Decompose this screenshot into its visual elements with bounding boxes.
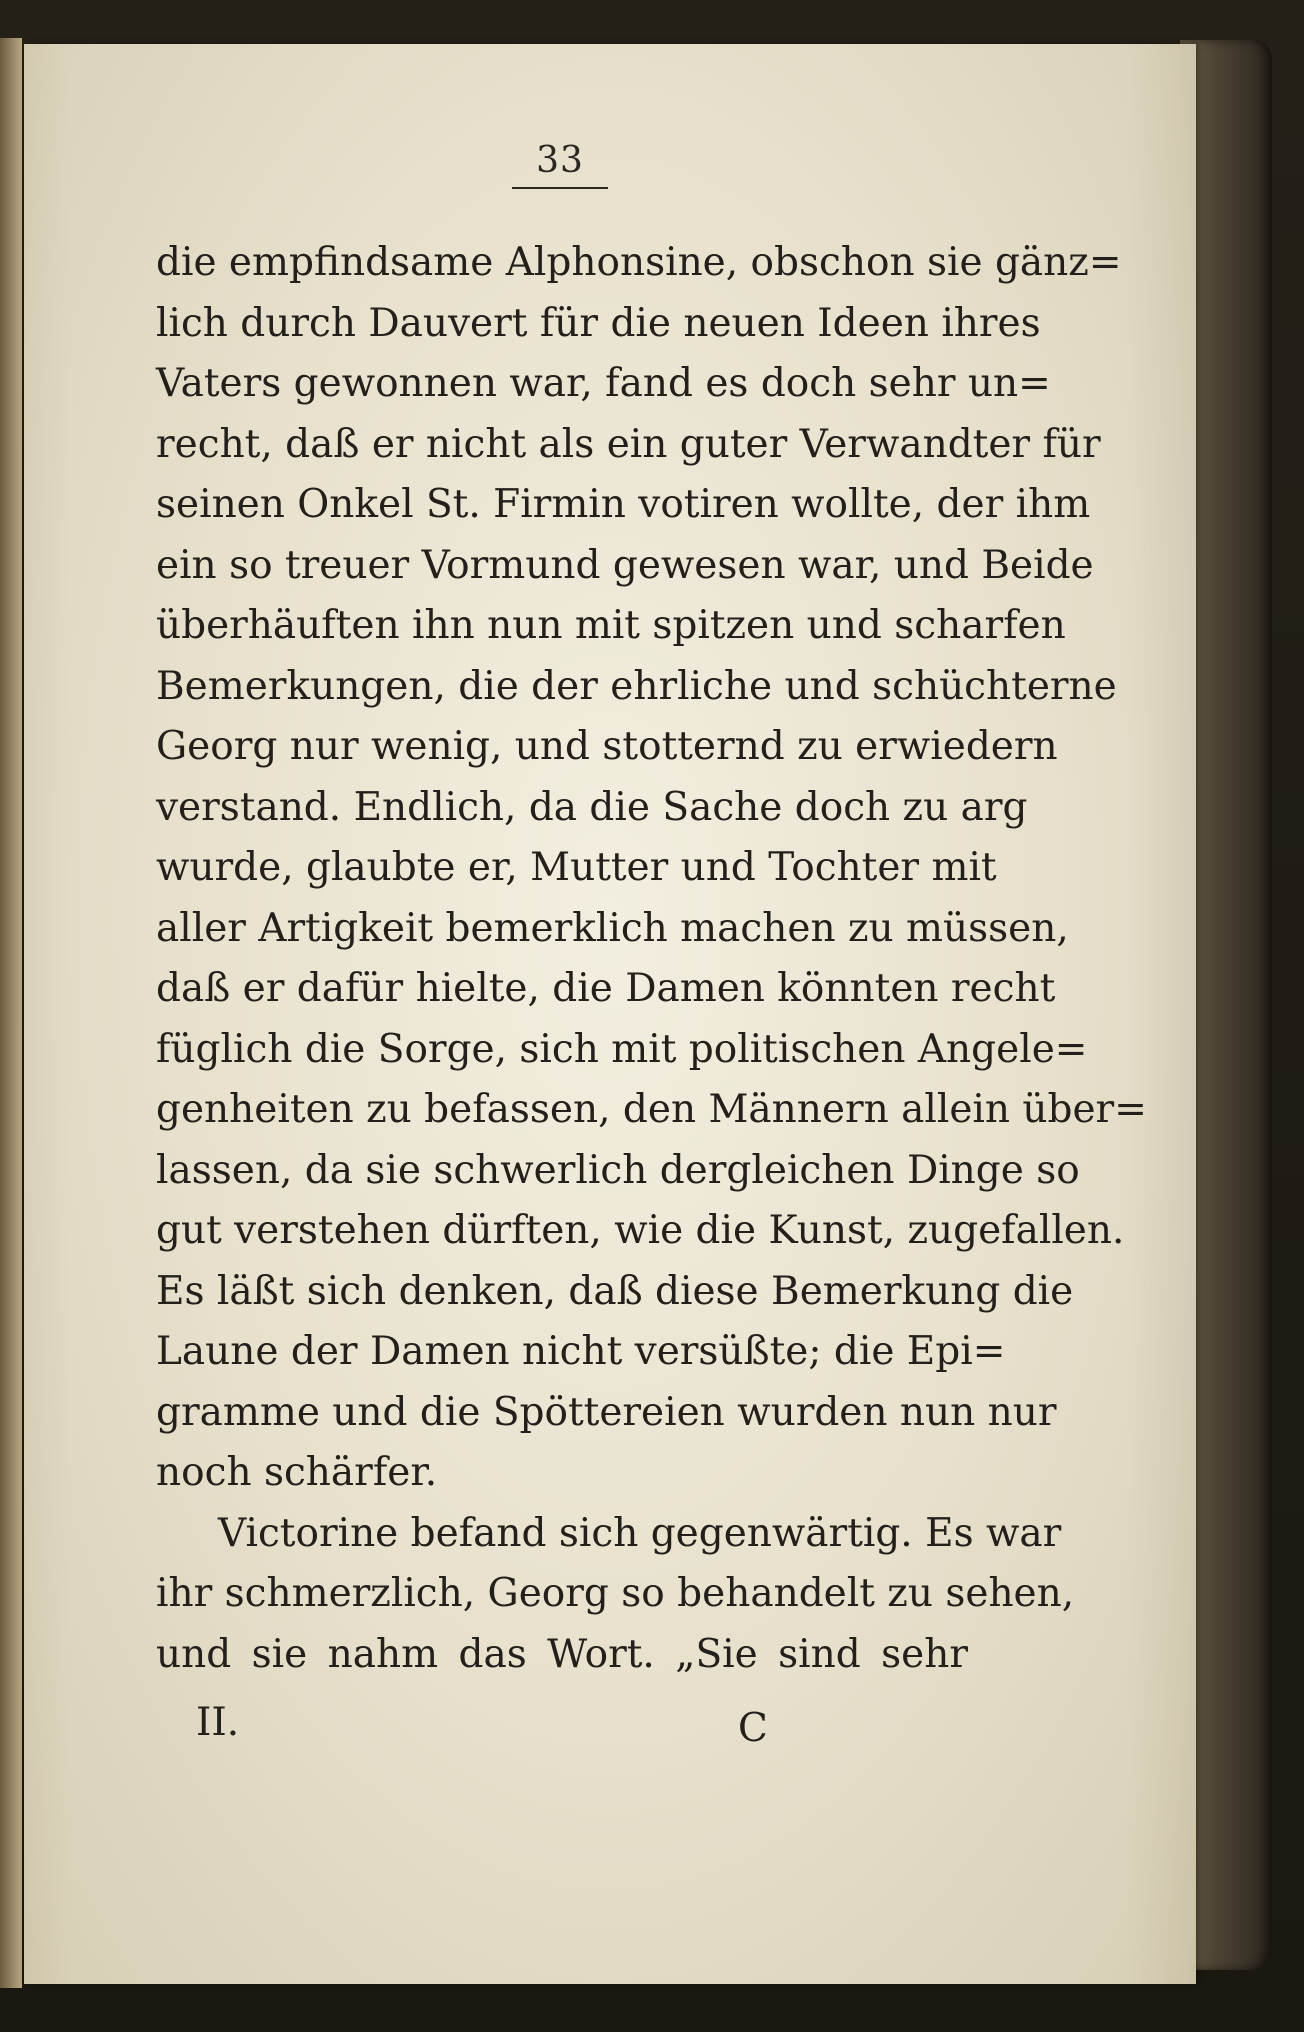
text-line: Es läßt sich denken, daß diese Bemerkung die [156, 1268, 1074, 1314]
text-line: recht, daß er nicht als ein guter Verwandter für [156, 421, 1101, 467]
text-line: lich durch Dauvert für die neuen Ideen ihres [156, 300, 1041, 346]
body-text [156, 233, 1147, 1685]
page-footer [196, 1700, 796, 1760]
text-line: die empfindsame Alphonsine, obschon sie gänz= [156, 240, 1122, 285]
text-line: aller Artigkeit bemerklich machen zu müssen, [156, 905, 1069, 951]
page-header [512, 140, 608, 189]
volume-number: II. [196, 1700, 240, 1745]
text-line: daß er dafür hielte, die Damen könnten recht [156, 966, 1056, 1011]
text-line: lassen, da sie schwerlich dergleichen Dinge so [156, 1147, 1080, 1193]
printer-signature-mark: C [738, 1706, 768, 1751]
text-line: ein so treuer Vormund gewesen war, und Beide [156, 542, 1094, 588]
page-number: 33 [536, 140, 584, 181]
text-line: gramme und die Spöttereien wurden nun nur [156, 1389, 1057, 1435]
text-line: wurde, glaubte er, Mutter und Tochter mit [156, 845, 997, 890]
previous-page-edge [0, 38, 22, 1988]
text-line: und sie nahm das Wort. „Sie sind sehr [156, 1631, 968, 1677]
text-line: verstand. Endlich, da die Sache doch zu arg [156, 784, 1028, 830]
header-rule [512, 187, 608, 189]
text-line: gut verstehen dürften, wie die Kunst, zugefallen. [156, 1208, 1125, 1253]
text-line: genheiten zu befassen, den Männern allein über= [156, 1087, 1147, 1132]
text-line: Georg nur wenig, und stotternd zu erwiedern [156, 724, 1058, 769]
text-line: füglich die Sorge, sich mit politischen Angele= [156, 1026, 1088, 1072]
text-line: ihr schmerzlich, Georg so behandelt zu sehen, [156, 1571, 1075, 1616]
text-line: seinen Onkel St. Firmin votiren wollte, der ihm [156, 482, 1091, 527]
text-line: Vaters gewonnen war, fand es doch sehr un= [156, 361, 1051, 406]
text-line: Laune der Damen nicht versüßte; die Epi= [156, 1329, 1006, 1374]
paragraph-end-line: noch schärfer. [156, 1450, 438, 1495]
paragraph-start-line: Victorine befand sich gegenwärtig. Es war [218, 1510, 1062, 1556]
text-line: überhäuften ihn nun mit spitzen und scharfen [156, 603, 1066, 648]
text-line: Bemerkungen, die der ehrliche und schüchterne [156, 663, 1117, 709]
